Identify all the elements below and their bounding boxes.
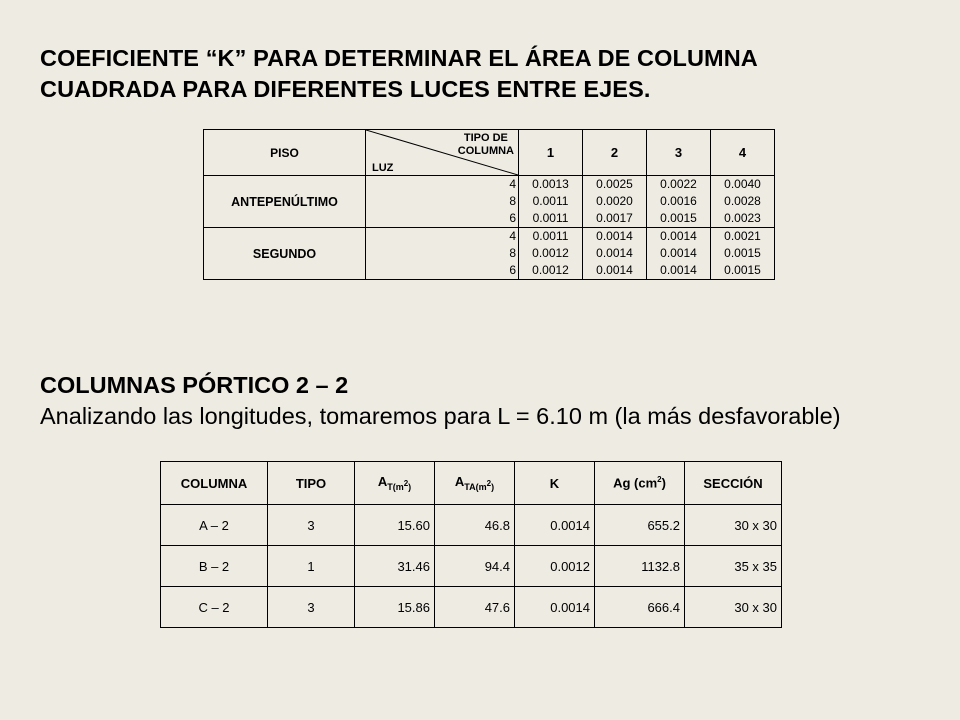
k-header: K <box>515 462 595 505</box>
seccion-cell: 30 x 30 <box>685 505 782 546</box>
k-value: 0.0012 <box>532 263 569 277</box>
ata-cell: 94.4 <box>435 546 515 587</box>
table-row <box>161 546 782 587</box>
k-value: 0.0011 <box>532 194 569 208</box>
title-line-1: COEFICIENTE “K” PARA DETERMINAR EL ÁREA DE COLUMNA <box>40 45 758 71</box>
tipo-cell: 1 <box>268 546 355 587</box>
piso-cell: SEGUNDO <box>204 228 366 280</box>
seccion-cell: 30 x 30 <box>685 587 782 628</box>
ag-sup: 2 <box>657 475 662 485</box>
k-value: 0.0017 <box>596 211 633 225</box>
k-value: 0.0011 <box>532 229 569 243</box>
k-cell: 0.0014 <box>515 587 595 628</box>
section-text: Analizando las longitudes, tomaremos para L = 6.10 m (la más desfavorable) <box>40 403 841 429</box>
k-value-cell <box>519 176 583 228</box>
ata-cell: 47.6 <box>435 587 515 628</box>
k-coefficient-table <box>203 129 775 280</box>
k-cell: 0.0014 <box>515 505 595 546</box>
tipo-cell: 3 <box>268 587 355 628</box>
k-value: 0.0015 <box>660 211 697 225</box>
luz-value: 4 <box>509 177 516 191</box>
ata-cell: 46.8 <box>435 505 515 546</box>
k-value-cell <box>711 228 775 280</box>
tipo-cell: 3 <box>268 505 355 546</box>
luz-value: 8 <box>509 246 516 260</box>
k-cell: 0.0012 <box>515 546 595 587</box>
k-value: 0.0025 <box>596 177 633 191</box>
k-value: 0.0040 <box>724 177 761 191</box>
tipo-de-columna-label <box>458 132 514 158</box>
k-value: 0.0028 <box>724 194 761 208</box>
table-row <box>204 176 775 228</box>
ag-cell: 666.4 <box>595 587 685 628</box>
k-value: 0.0022 <box>660 177 697 191</box>
k-value: 0.0020 <box>596 194 633 208</box>
column-type-header: 4 <box>711 130 775 176</box>
ata-main: A <box>454 474 465 490</box>
at-cell: 15.86 <box>355 587 435 628</box>
k-value: 0.0014 <box>596 246 633 260</box>
k-value: 0.0014 <box>596 229 633 243</box>
luz-cell <box>366 176 519 228</box>
ag-cell: 1132.8 <box>595 546 685 587</box>
tipo-label-line1: TIPO DE <box>463 132 508 144</box>
at-cell: 15.60 <box>355 505 435 546</box>
k-value: 0.0014 <box>660 263 697 277</box>
k-value: 0.0015 <box>724 263 761 277</box>
at-sup: 2 <box>403 478 409 488</box>
table1-header-row <box>204 130 775 176</box>
k-value: 0.0012 <box>532 246 569 260</box>
section-heading: COLUMNAS PÓRTICO 2 – 2 <box>40 372 349 398</box>
luz-cell <box>366 228 519 280</box>
tipo-label-line2: COLUMNA <box>457 145 514 157</box>
table-row <box>161 587 782 628</box>
k-value-cell <box>583 176 647 228</box>
columna-cell: A – 2 <box>161 505 268 546</box>
ag-cell: 655.2 <box>595 505 685 546</box>
columna-cell: C – 2 <box>161 587 268 628</box>
title-line-2: CUADRADA PARA DIFERENTES LUCES ENTRE EJES. <box>40 76 651 102</box>
table-row <box>204 228 775 280</box>
tipo-header: TIPO <box>268 462 355 505</box>
k-value: 0.0013 <box>532 177 569 191</box>
ata-header <box>435 462 515 505</box>
k-value: 0.0016 <box>660 194 697 208</box>
ata-sub: TA(m <box>464 481 487 492</box>
luz-value: 4 <box>509 229 516 243</box>
column-type-header: 2 <box>583 130 647 176</box>
luz-value: 8 <box>509 194 516 208</box>
piso-header: PISO <box>204 130 366 176</box>
k-value-cell <box>583 228 647 280</box>
ag-main: Ag (cm <box>613 475 658 491</box>
at-header <box>355 462 435 505</box>
table-row <box>161 505 782 546</box>
ag-close: ) <box>661 475 666 491</box>
seccion-header: SECCIÓN <box>685 462 782 505</box>
column-type-header: 3 <box>647 130 711 176</box>
page-title <box>40 43 940 105</box>
ag-header <box>595 462 685 505</box>
k-value: 0.0023 <box>724 211 761 225</box>
at-main: A <box>377 474 388 490</box>
column-type-header: 1 <box>519 130 583 176</box>
k-value: 0.0014 <box>660 229 697 243</box>
k-value: 0.0014 <box>596 263 633 277</box>
k-value: 0.0015 <box>724 246 761 260</box>
ata-close: ) <box>491 481 495 492</box>
luz-value: 6 <box>509 263 516 277</box>
ata-sup: 2 <box>486 478 492 488</box>
luz-label: LUZ <box>372 162 394 174</box>
k-value-cell <box>711 176 775 228</box>
at-sub: T(m <box>387 481 404 492</box>
table2-header-row <box>161 462 782 505</box>
columns-portico-table <box>160 461 782 628</box>
at-close: ) <box>408 481 412 492</box>
seccion-cell: 35 x 35 <box>685 546 782 587</box>
k-value: 0.0021 <box>724 229 761 243</box>
k-value-cell <box>519 228 583 280</box>
piso-cell: ANTEPENÚLTIMO <box>204 176 366 228</box>
tipo-luz-header <box>366 130 519 176</box>
k-value-cell <box>647 176 711 228</box>
at-cell: 31.46 <box>355 546 435 587</box>
luz-value: 6 <box>509 211 516 225</box>
columna-cell: B – 2 <box>161 546 268 587</box>
k-value: 0.0014 <box>660 246 697 260</box>
k-value: 0.0011 <box>532 211 569 225</box>
k-value-cell <box>647 228 711 280</box>
columna-header: COLUMNA <box>161 462 268 505</box>
